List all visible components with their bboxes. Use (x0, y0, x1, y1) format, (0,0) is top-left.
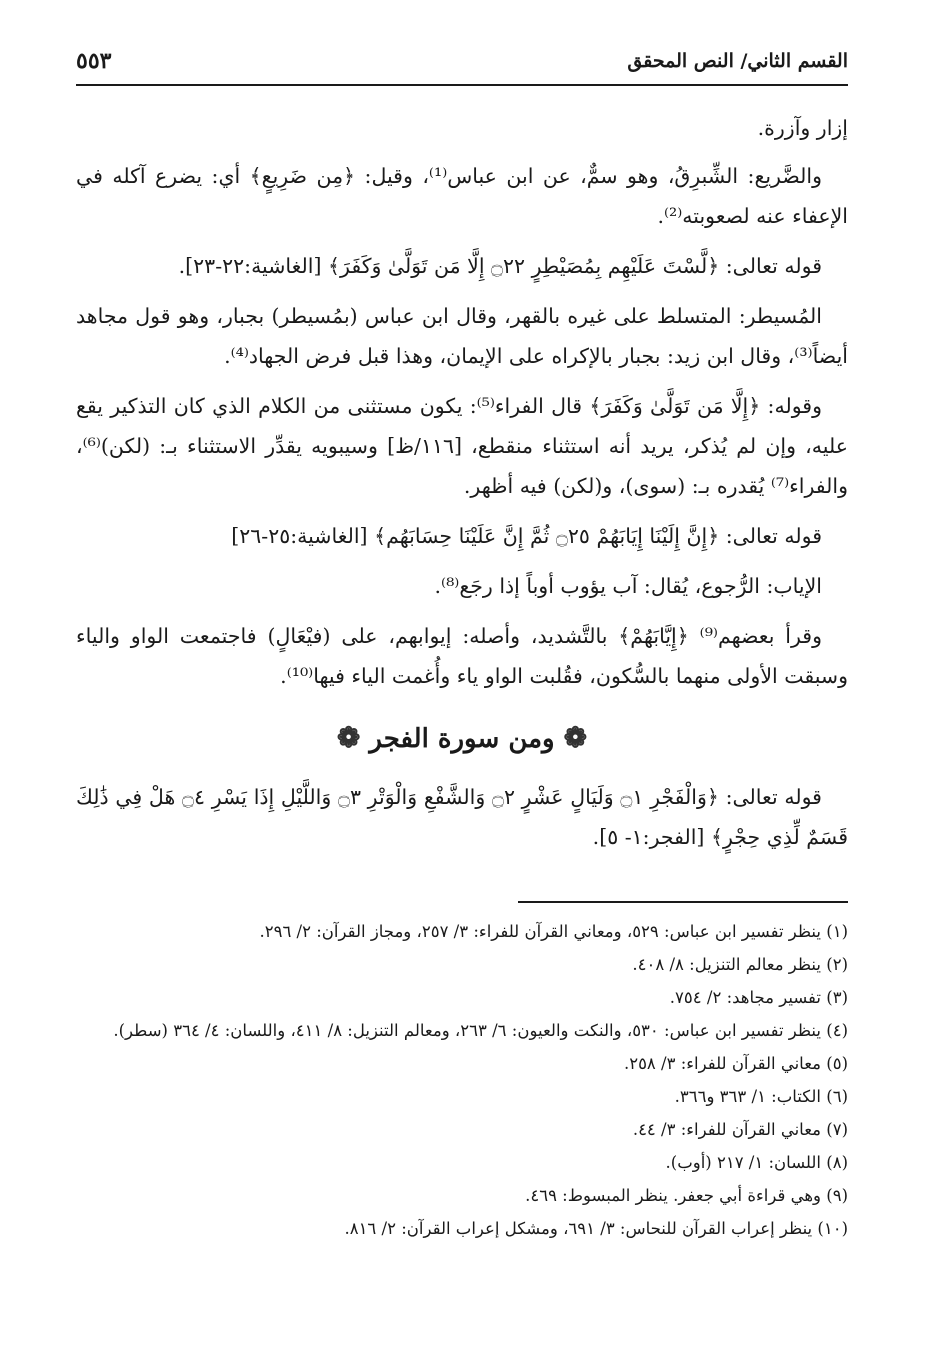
paragraph: الإياب: الرُّجوع، يُقال: آب يؤوب أوباً إذا رجَع⁽⁸⁾. (434, 574, 822, 598)
section-heading-text: ومن سورة الفجر (369, 724, 555, 754)
footnote: (٣) تفسير مجاهد: ٢/ ٧٥٤. (669, 987, 848, 1007)
running-title: القسم الثاني/ النص المحقق (627, 50, 848, 72)
paragraph: وقرأ بعضهم⁽⁹⁾ ﴿إِيَّابَهُمْ﴾ بالتَّشديد، وأصله: إيوابهم، على (فيْعَالٍ) فاجتمعت الواو والياء وسبقت الأولى منهما بالسُّكون، فقُلبت الواو ياء وأُغمت الياء فيها⁽¹⁰⁾. (76, 624, 848, 688)
ornament-left-icon: ❁ (336, 721, 361, 754)
footnote: (٥) معاني القرآن للفراء: ٣/ ٢٥٨. (623, 1053, 848, 1073)
paragraph: المُسيطر: المتسلط على غيره بالقهر، وقال ابن عباس (بمُسيطر) بجبار، وهو قول مجاهد أيضاً⁽³⁾، وقال ابن زيد: بجبار بالإكراه على الإيمان، وهذا قبل فرض الجهاد⁽⁴⁾. (76, 304, 848, 368)
footnote: (٢) ينظر معالم التنزيل: ٨/ ٤٠٨. (632, 954, 848, 974)
footnote: (٧) معاني القرآن للفراء: ٣/ ٤٤. (632, 1119, 848, 1139)
book-page (76, 40, 848, 1245)
paragraph: وقوله: ﴿إِلَّا مَن تَوَلَّىٰ وَكَفَرَ﴾ قال الفراء⁽⁵⁾: يكون مستثنى من الكلام الذي كان التذكير يقع عليه، وإن لم يُذكر، يريد أنه استثناء منقطع، [١١٦/ظ] وسيبويه يقدِّر الاستثناء بـ: (لكن)⁽⁶⁾، والفراء⁽⁷⁾ يُقدره بـ: (سوى)، و(لكن) فيه أظهر. (76, 394, 848, 498)
footnote: (٦) الكتاب: ١/ ٣٦٣ و٣٦٦. (674, 1086, 848, 1106)
section-heading (76, 718, 848, 759)
paragraph: إزار وآزرة. (757, 116, 848, 140)
footnote: (٩) وهي قراءة أبي جعفر. ينظر المبسوط: ٤٦٩. (525, 1185, 848, 1205)
footnote: (٤) ينظر تفسير ابن عباس: ٥٣٠، والنكت والعيون: ٦/ ٢٦٣، ومعالم التنزيل: ٨/ ٤١١، واللسان: ٤/ ٣٦٤ (سطر). (113, 1020, 848, 1040)
running-header (76, 40, 848, 86)
paragraph: قوله تعالى: ﴿لَّسْتَ عَلَيْهِم بِمُصَيْطِرٍ ۝٢٢ إِلَّا مَن تَوَلَّىٰ وَكَفَرَ﴾ [الغاشية:٢٢-٢٣]. (178, 254, 822, 278)
footnote: (١٠) ينظر إعراب القرآن للنحاس: ٣/ ٦٩١، ومشكل إعراب القرآن: ٢/ ٨١٦. (344, 1218, 848, 1238)
footnote: (١) ينظر تفسير ابن عباس: ٥٢٩، ومعاني القرآن للفراء: ٣/ ٢٥٧، ومجاز القرآن: ٢/ ٢٩٦. (259, 921, 848, 941)
paragraph: والضَّريع: الشِّبرِقُ، وهو سمٌّ، عن ابن عباس⁽¹⁾، وقيل: ﴿مِن ضَرِيعٍ﴾ أي: يضرع آكله في الإعفاء عنه لصعوبته⁽²⁾. (76, 164, 848, 228)
footnote-separator (518, 901, 848, 903)
paragraph: قوله تعالى: ﴿وَالْفَجْرِ ۝١ وَلَيَالٍ عَشْرٍ ۝٢ وَالشَّفْعِ وَالْوَتْرِ ۝٣ وَاللَّيْلِ إِذَا يَسْرِ ۝٤ هَلْ فِي ذَٰلِكَ قَسَمٌ لِّذِي حِجْرٍ﴾ [الفجر:١- ٥]. (76, 785, 848, 849)
ornament-right-icon: ❁ (563, 721, 588, 754)
main-text (76, 108, 848, 857)
page-number: ٥٥٣ (76, 48, 112, 74)
footnote: (٨) اللسان: ١/ ٢١٧ (أوب). (665, 1152, 848, 1172)
footnotes (76, 915, 848, 1245)
paragraph: قوله تعالى: ﴿إِنَّ إِلَيْنَا إِيَابَهُمْ ۝٢٥ ثُمَّ إِنَّ عَلَيْنَا حِسَابَهُم﴾ [الغاشية:٢٥-٢٦] (231, 524, 822, 548)
